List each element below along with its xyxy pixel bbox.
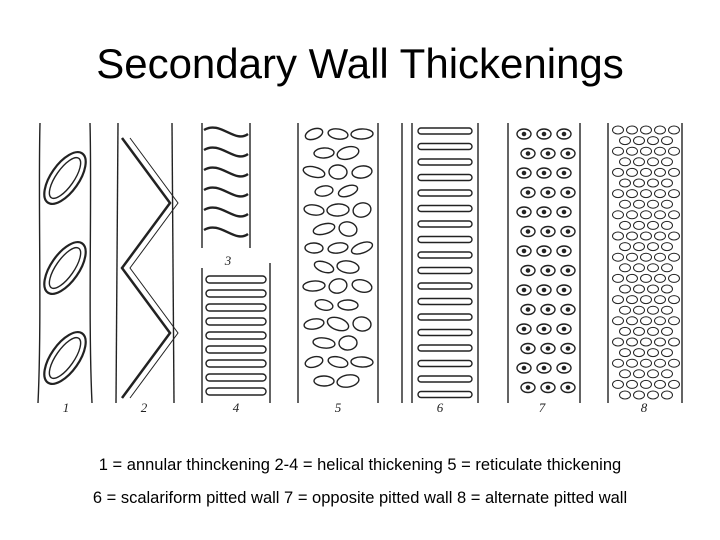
vessel-helical-tight [202, 123, 250, 248]
vessel-number-label: 1 [62, 400, 70, 415]
vessel-number-label: 4 [232, 400, 240, 415]
vessel-alternate-pitted [608, 123, 682, 403]
vessel-opposite-pitted [508, 123, 580, 403]
vessel-number-label: 2 [140, 400, 148, 415]
slide-title: Secondary Wall Thickenings [96, 40, 624, 87]
vessel-number-label: 8 [640, 400, 648, 415]
vessel-helical-bars [202, 263, 270, 403]
vessel-number-label: 3 [224, 253, 232, 268]
vessel-number-label: 7 [538, 400, 546, 415]
vessel-number-label: 6 [436, 400, 444, 415]
caption-line-2: 6 = scalariform pitted wall 7 = opposite pitted wall 8 = alternate pitted wall [92, 489, 628, 507]
vessel-thickenings-figure [30, 118, 690, 418]
vessel-helical-wide [116, 123, 178, 403]
caption-line-1: 1 = annular thinckening 2-4 = helical thickening 5 = reticulate thickening [98, 456, 622, 474]
vessel-reticulate [298, 123, 378, 403]
vessel-scalariform [402, 123, 478, 403]
vessel-annular [36, 123, 93, 403]
vessel-number-label: 5 [334, 400, 342, 415]
